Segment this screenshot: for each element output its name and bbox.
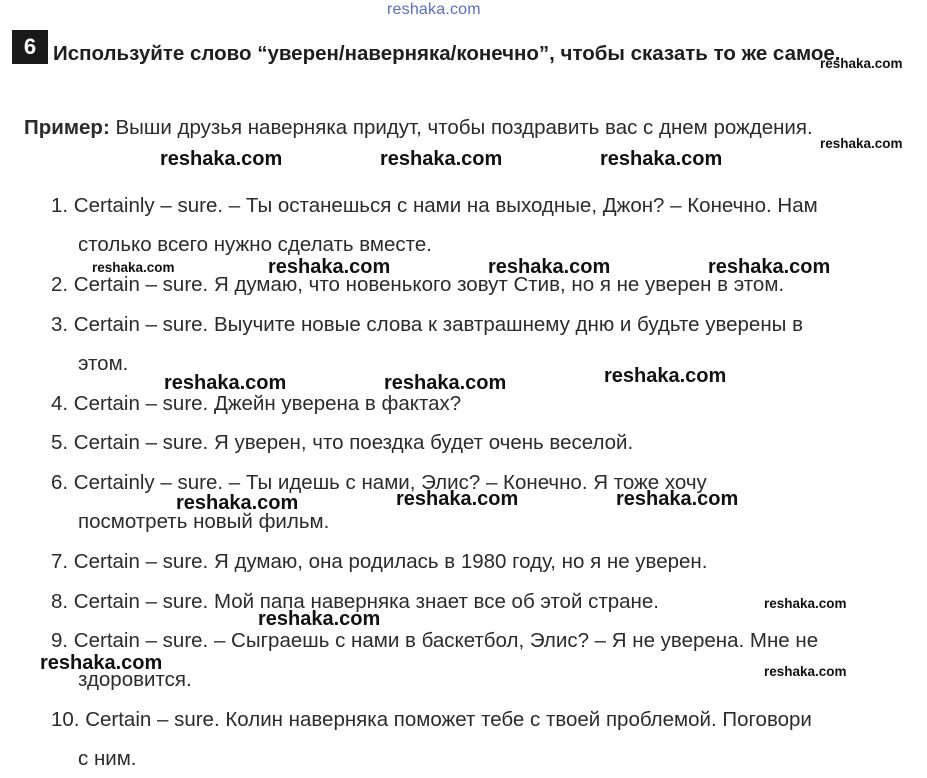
watermark: reshaka.com — [268, 256, 391, 278]
answer-item-text: 4. Certain – sure. Джейн уверена в фактах? — [51, 392, 462, 415]
site-watermark: reshaka.com — [387, 1, 481, 18]
watermark: reshaka.com — [820, 136, 903, 151]
watermark: reshaka.com — [616, 488, 739, 510]
answer-item-text: 3. Certain – sure. Выучите новые слова к завтрашнему дню и будьте уверены в — [51, 313, 803, 336]
watermark: reshaka.com — [164, 372, 287, 394]
answer-item-text: 2. Certain – sure. Я думаю, что новенького зовут Стив, но я не уверен в этом. — [51, 273, 785, 296]
watermark: reshaka.com — [160, 148, 283, 170]
watermark: reshaka.com — [764, 664, 847, 679]
answer-item-text: 7. Certain – sure. Я думаю, она родилась в 1980 году, но я не уверен. — [51, 550, 708, 573]
answer-item-text: 8. Certain – sure. Мой папа наверняка знает все об этой стране. — [51, 590, 659, 613]
task-title: Используйте слово “уверен/наверняка/конечно”, чтобы сказать то же самое. — [53, 42, 841, 65]
answer-item-10 — [51, 700, 918, 778]
answer-item-text: 9. Certain – sure. – Сыграешь с нами в баскетбол, Элис? – Я не уверена. Мне не — [51, 629, 819, 652]
watermark: reshaka.com — [604, 365, 727, 387]
example-line — [24, 114, 813, 142]
task-number-badge: 6 — [12, 30, 48, 64]
answer-item-continuation: посмотреть новый фильм. — [78, 510, 330, 533]
answer-item-5 — [51, 423, 918, 462]
watermark: reshaka.com — [384, 372, 507, 394]
watermark: reshaka.com — [708, 256, 831, 278]
watermark: reshaka.com — [600, 148, 723, 170]
watermark: reshaka.com — [258, 608, 381, 630]
answer-item-continuation: этом. — [78, 352, 129, 375]
watermark: reshaka.com — [764, 596, 847, 611]
answer-item-continuation: здоровится. — [78, 668, 192, 691]
watermark: reshaka.com — [380, 148, 503, 170]
answer-item-9 — [51, 621, 918, 699]
example-label: Пример: — [24, 116, 110, 139]
answer-item-text: 5. Certain – sure. Я уверен, что поездка будет очень веселой. — [51, 431, 634, 454]
watermark: reshaka.com — [40, 652, 163, 674]
answer-item-7 — [51, 542, 918, 581]
watermark: reshaka.com — [92, 260, 175, 275]
answer-item-text: 6. Certainly – sure. – Ты идешь с нами, Элис? – Конечно. Я тоже хочу — [51, 471, 707, 494]
answer-item-text: 10. Certain – sure. Колин наверняка поможет тебе с твоей проблемой. Поговори — [51, 708, 812, 731]
answer-item-1 — [51, 186, 918, 264]
watermark: reshaka.com — [488, 256, 611, 278]
watermark: reshaka.com — [820, 56, 903, 71]
watermark: reshaka.com — [176, 492, 299, 514]
answer-item-text: 1. Certainly – sure. – Ты останешься с нами на выходные, Джон? – Конечно. Нам — [51, 194, 818, 217]
example-text: Выши друзья наверняка придут, чтобы поздравить вас с днем рождения. — [109, 116, 813, 139]
answer-item-continuation: столько всего нужно сделать вместе. — [78, 233, 432, 256]
answer-item-continuation: с ним. — [78, 747, 137, 770]
watermark: reshaka.com — [396, 488, 519, 510]
